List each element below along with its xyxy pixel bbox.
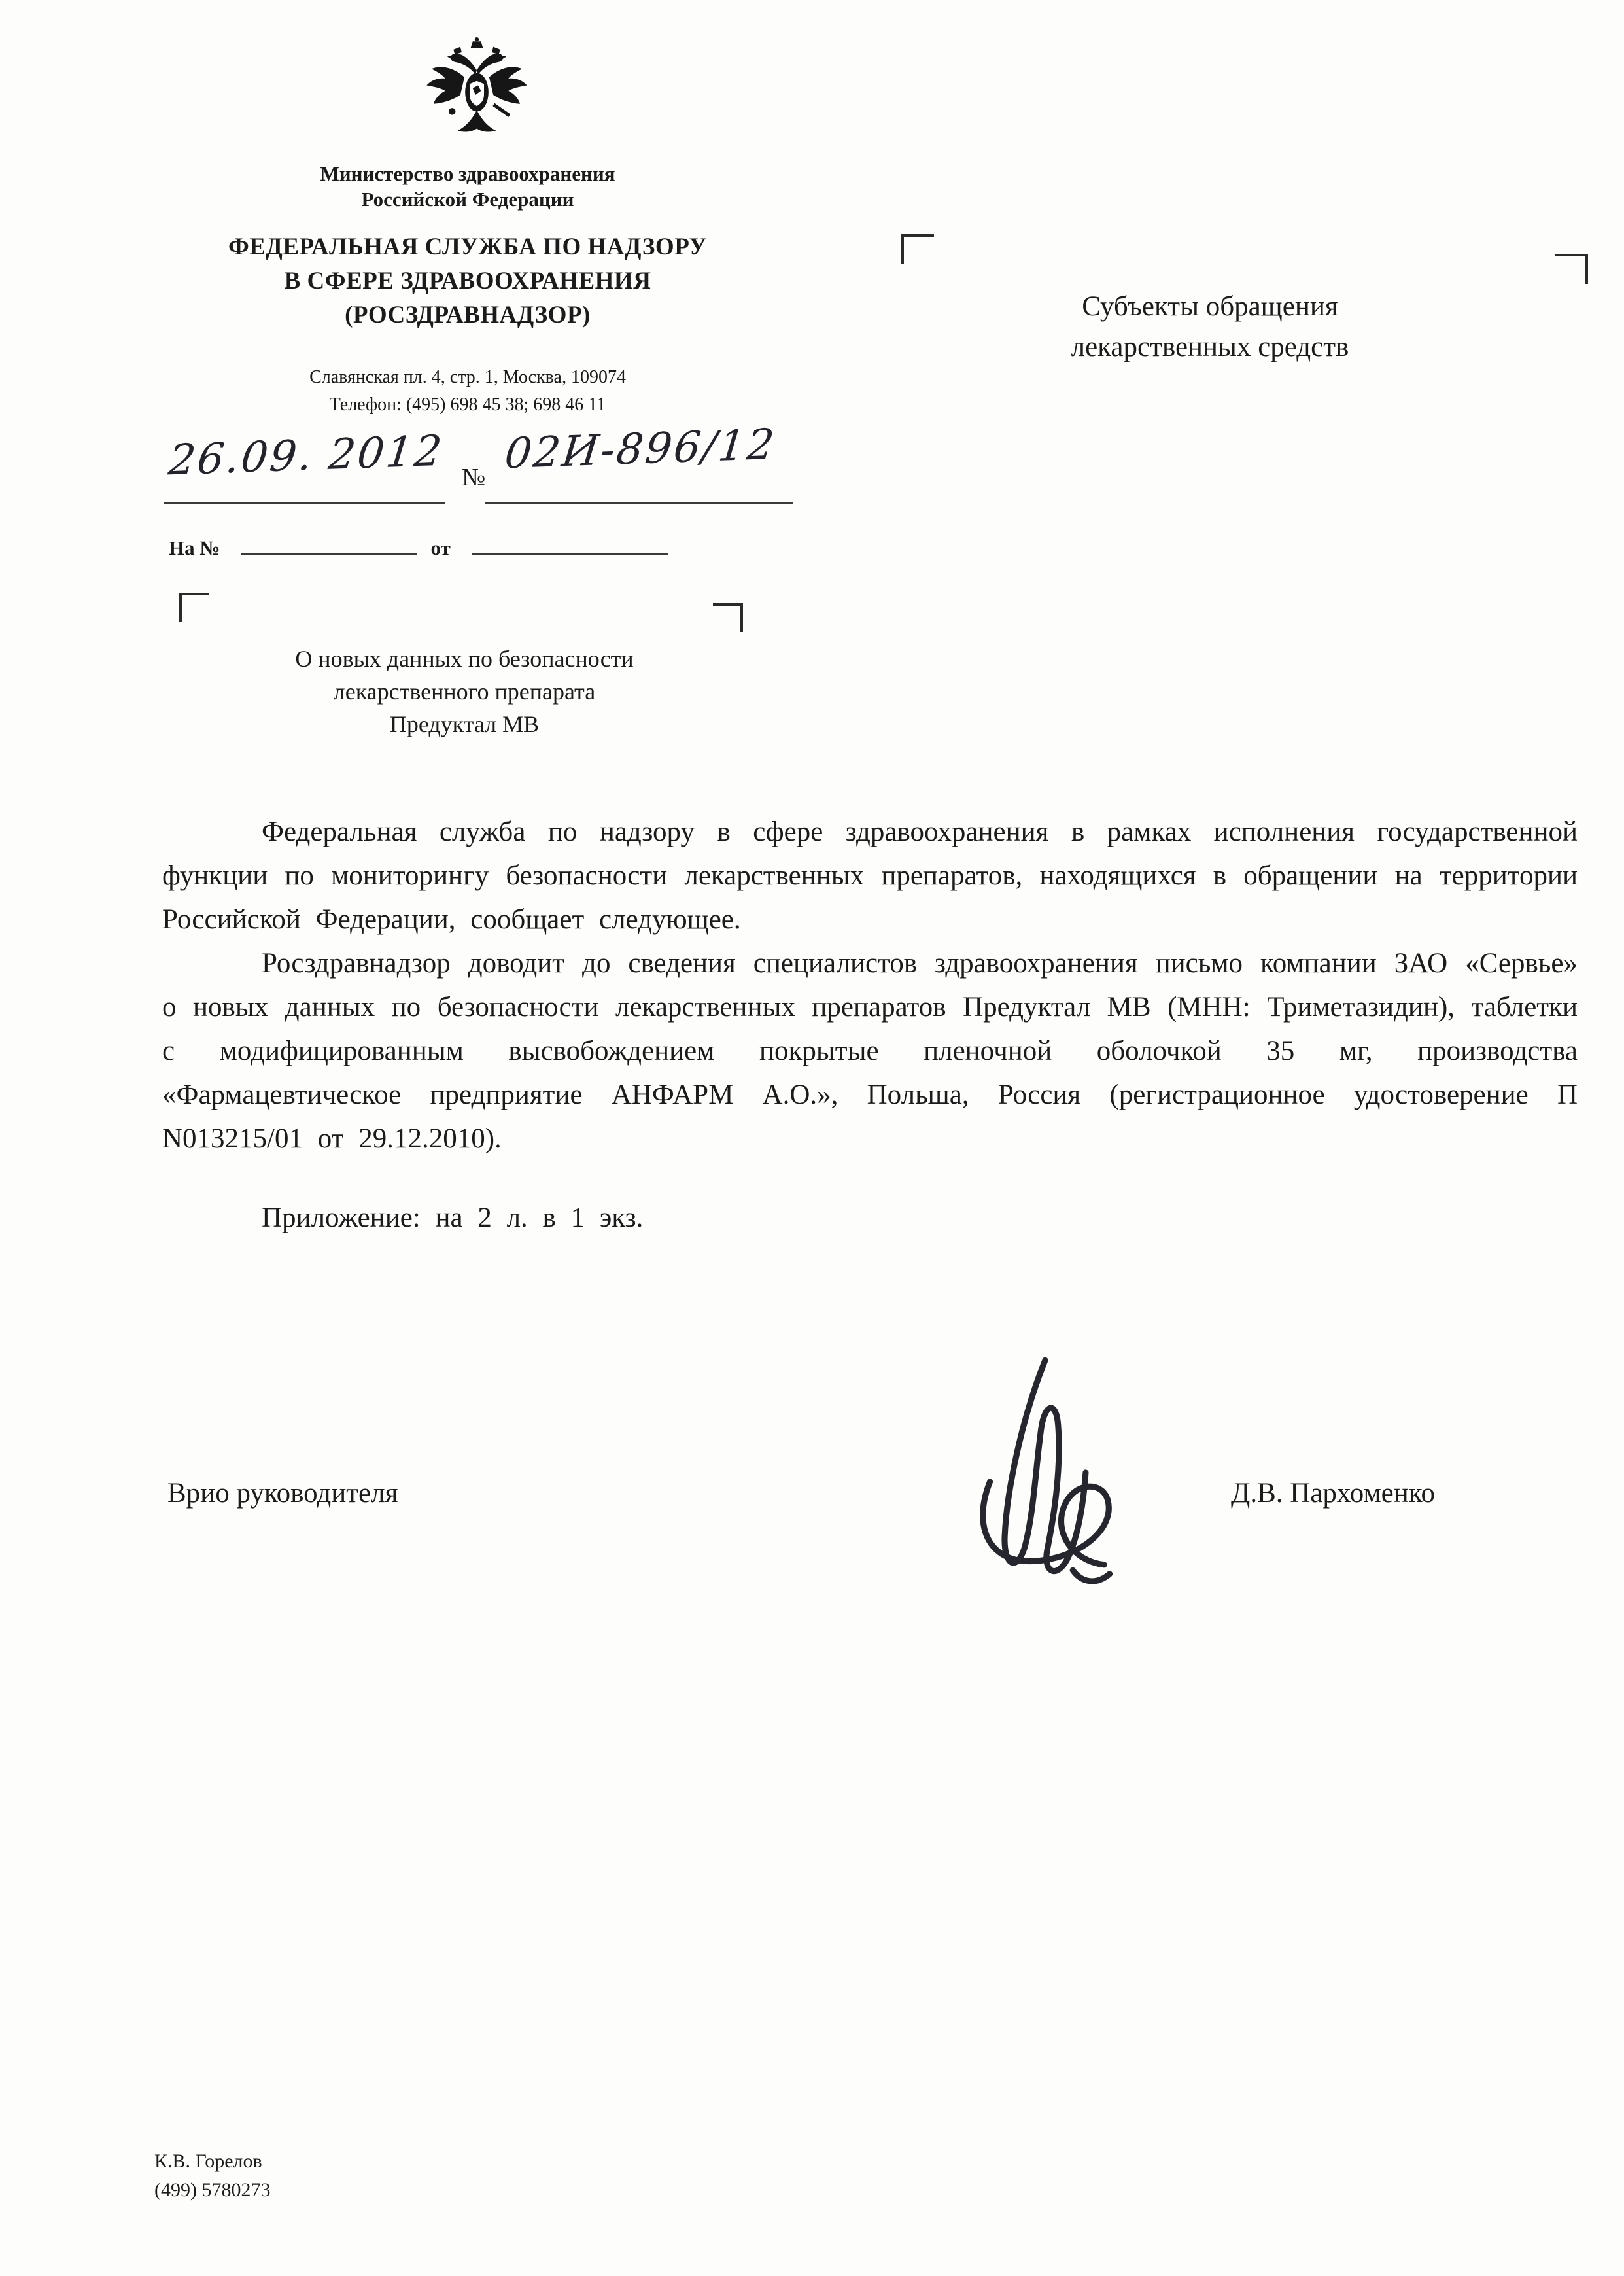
handwritten-date: 26.09. 2012 (166, 427, 446, 485)
letter-body (162, 810, 1578, 1240)
agency-line-2: В СФЕРЕ ЗДРАВООХРАНЕНИЯ (284, 268, 651, 294)
agency-address: Славянская пл. 4, стр. 1, Москва, 109074 (309, 367, 626, 387)
coat-of-arms-icon (422, 33, 532, 153)
recipient-block (909, 287, 1511, 368)
attachment-note: Приложение: на 2 л. в 1 экз. (262, 1202, 644, 1233)
number-underline (485, 502, 793, 504)
subject-zone-corner-right (713, 603, 743, 632)
ministry-line-1: Министерство здравоохранения (320, 162, 615, 185)
subject-line-3: Предуктал МВ (389, 711, 540, 737)
executor-block (154, 2147, 270, 2205)
number-sign: № (462, 464, 486, 491)
recipient-zone-corner-right (1555, 254, 1588, 284)
subject-line-2: лекарственного препарата (333, 678, 596, 705)
reply-reference-line (169, 534, 668, 560)
agency-line-1: ФЕДЕРАЛЬНАЯ СЛУЖБА ПО НАДЗОРУ (228, 234, 708, 260)
handwritten-outgoing-number: 02И-896/12 (502, 420, 778, 479)
subject-zone-corner-left (179, 593, 209, 622)
body-paragraph-2: Росздравнадзор доводит до сведения специалистов здравоохранения письмо компании ЗАО «Сервье» о новых данных по безопасности лекарственных препаратов Предуктал МВ (МНН: Триметазидин), таблетки с модифицированным высвобождением покрытые пленочной оболочкой 35 мг, производства «Фармацевтическое предприятие АНФАРМ А.О.», Польша, Россия (регистрационное удостоверение П N013215/01 от 29.12.2010). (162, 948, 1578, 1154)
handwritten-signature-icon (934, 1353, 1156, 1592)
signer-position-title: Врио руководителя (167, 1478, 398, 1509)
recipient-line-2: лекарственных средств (1071, 332, 1349, 362)
signer-name: Д.В. Пархоменко (1231, 1478, 1435, 1509)
letter-subject (190, 642, 739, 741)
reply-from-label: от (430, 536, 451, 559)
body-paragraph-1: Федеральная служба по надзору в сфере здравоохранения в рамках исполнения государственной функции по мониторингу безопасности лекарственных препаратов, находящихся в обращении на территории Российской Федерации, сообщает следующее. (162, 816, 1578, 935)
ministry-line-2: Российской Федерации (361, 188, 574, 211)
agency-contact-block (190, 364, 746, 419)
reply-number-blank (241, 534, 417, 555)
executor-phone: (499) 5780273 (154, 2179, 271, 2201)
agency-phone: Телефон: (495) 698 45 38; 698 46 11 (329, 394, 606, 415)
agency-line-3: (РОСЗДРАВНАДЗОР) (345, 302, 591, 328)
executor-name: К.В. Горелов (154, 2150, 262, 2172)
date-underline (164, 502, 445, 504)
reply-prefix-label: На № (169, 536, 220, 559)
agency-name (150, 230, 785, 332)
subject-line-1: О новых данных по безопасности (295, 646, 634, 672)
ministry-name (190, 161, 746, 212)
reply-date-blank (472, 534, 668, 555)
recipient-zone-corner-left (901, 234, 934, 264)
recipient-line-1: Субъекты обращения (1082, 291, 1338, 322)
